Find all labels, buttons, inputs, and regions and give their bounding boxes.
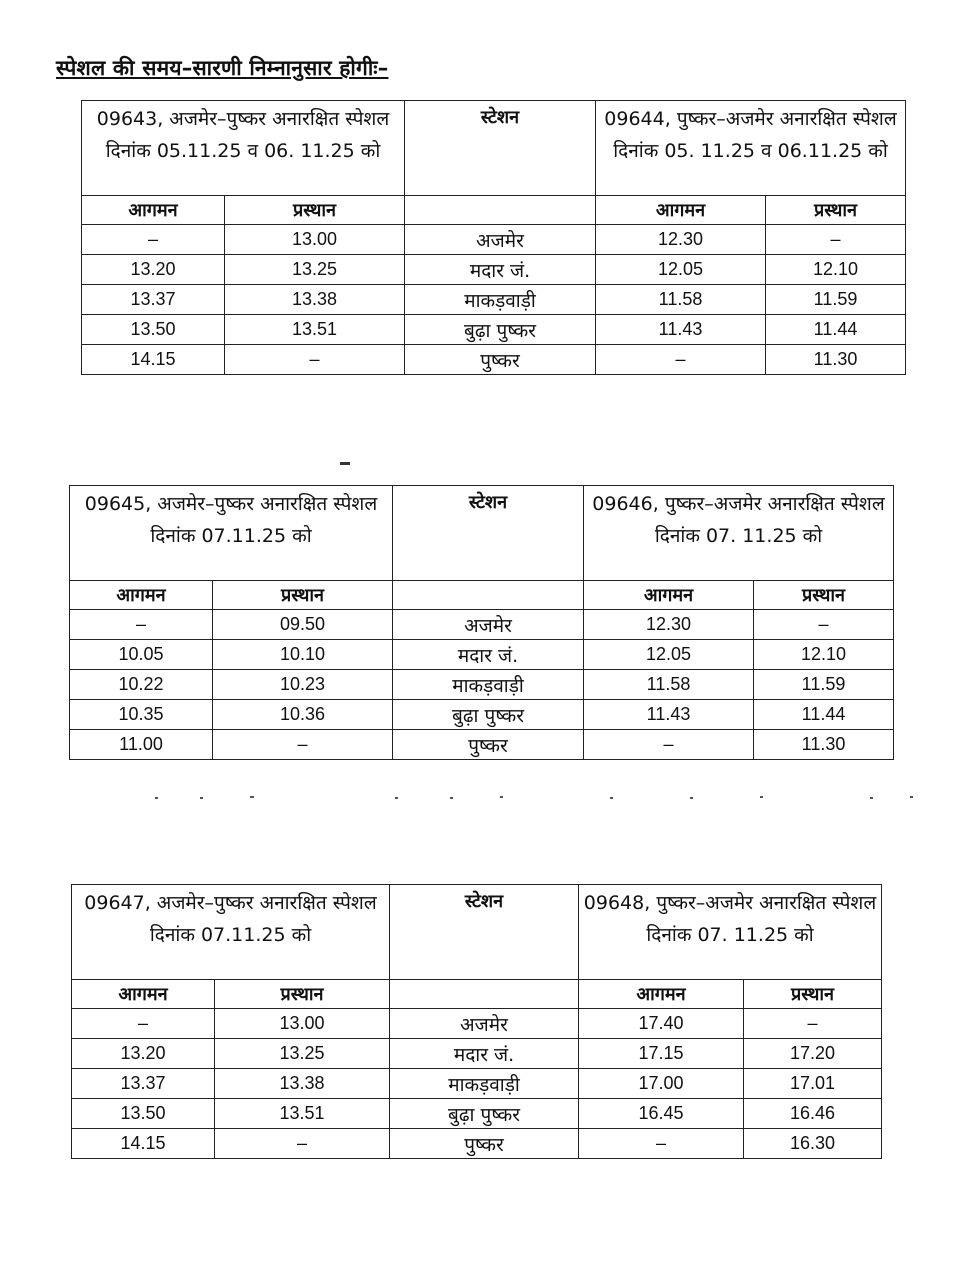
return-arrival-time: 17.40 — [579, 1009, 744, 1039]
return-departure-time: 12.10 — [766, 255, 906, 285]
return-arrival-time: 17.00 — [579, 1069, 744, 1099]
table-row — [70, 700, 894, 730]
page-heading: स्पेशल की समय–सारणी निम्नानुसार होगीः– — [56, 56, 389, 80]
return-arrival-time: 11.58 — [596, 285, 766, 315]
scan-mark — [340, 462, 350, 465]
arrival-time: – — [82, 225, 225, 255]
table-row — [72, 1039, 882, 1069]
return-departure-time: 11.59 — [754, 670, 894, 700]
departure-time: – — [213, 730, 393, 760]
departure-header: प्रस्थान — [766, 196, 906, 225]
station-header: स्टेशन — [390, 885, 579, 980]
departure-time: 13.51 — [215, 1099, 390, 1129]
timetable-3 — [71, 884, 882, 1159]
return-departure-time: 11.30 — [754, 730, 894, 760]
departure-time: 09.50 — [213, 610, 393, 640]
return-arrival-time: 12.05 — [596, 255, 766, 285]
station-name: माकड़वाड़ी — [405, 285, 596, 315]
station-name: अजमेर — [393, 610, 584, 640]
station-name: अजमेर — [390, 1009, 579, 1039]
station-header: स्टेशन — [393, 486, 584, 581]
train-09646-title: 09646, पुष्कर–अजमेर अनारक्षित स्पेशल दिनांक 07. 11.25 को — [584, 486, 894, 581]
departure-time: 13.51 — [225, 315, 405, 345]
arrival-time: 13.20 — [82, 255, 225, 285]
arrival-header: आगमन — [70, 581, 213, 610]
arrival-time: 10.22 — [70, 670, 213, 700]
departure-header: प्रस्थान — [215, 980, 390, 1009]
departure-time: – — [225, 345, 405, 375]
station-name: बुढ़ा पुष्कर — [393, 700, 584, 730]
arrival-header: आगमन — [579, 980, 744, 1009]
table-row — [82, 345, 906, 375]
table-row — [70, 610, 894, 640]
departure-header: प्रस्थान — [213, 581, 393, 610]
station-name: बुढ़ा पुष्कर — [390, 1099, 579, 1129]
station-name: माकड़वाड़ी — [390, 1069, 579, 1099]
return-arrival-time: 17.15 — [579, 1039, 744, 1069]
return-departure-time: 11.30 — [766, 345, 906, 375]
table-row — [72, 1069, 882, 1099]
return-arrival-time: 11.43 — [596, 315, 766, 345]
departure-time: 13.38 — [225, 285, 405, 315]
return-departure-time: – — [766, 225, 906, 255]
station-subheader-empty — [405, 196, 596, 225]
arrival-time: 13.37 — [72, 1069, 215, 1099]
return-arrival-time: 11.58 — [584, 670, 754, 700]
arrival-time: 13.50 — [82, 315, 225, 345]
timetable-2 — [69, 485, 894, 760]
departure-time: 10.36 — [213, 700, 393, 730]
arrival-time: 13.37 — [82, 285, 225, 315]
return-arrival-time: 11.43 — [584, 700, 754, 730]
departure-time: 10.23 — [213, 670, 393, 700]
return-departure-time: – — [744, 1009, 882, 1039]
train-09645-title: 09645, अजमेर–पुष्कर अनारक्षित स्पेशल दिनांक 07.11.25 को — [70, 486, 393, 581]
table-row — [82, 255, 906, 285]
station-subheader-empty — [393, 581, 584, 610]
arrival-header: आगमन — [82, 196, 225, 225]
return-departure-time: 12.10 — [754, 640, 894, 670]
return-arrival-time: – — [596, 345, 766, 375]
station-name: बुढ़ा पुष्कर — [405, 315, 596, 345]
return-arrival-time: – — [579, 1129, 744, 1159]
table-row — [82, 285, 906, 315]
arrival-header: आगमन — [584, 581, 754, 610]
station-name: माकड़वाड़ी — [393, 670, 584, 700]
departure-time: 13.25 — [225, 255, 405, 285]
table-row — [70, 730, 894, 760]
table-row — [72, 1009, 882, 1039]
table-row — [82, 225, 906, 255]
station-name: पुष्कर — [393, 730, 584, 760]
return-departure-time: 11.44 — [766, 315, 906, 345]
table-row — [70, 640, 894, 670]
departure-time: 13.00 — [215, 1009, 390, 1039]
arrival-time: 13.20 — [72, 1039, 215, 1069]
departure-header: प्रस्थान — [225, 196, 405, 225]
station-name: पुष्कर — [405, 345, 596, 375]
arrival-time: 14.15 — [72, 1129, 215, 1159]
table-row — [72, 1129, 882, 1159]
return-arrival-time: 16.45 — [579, 1099, 744, 1129]
train-09643-title: 09643, अजमेर–पुष्कर अनारक्षित स्पेशल दिनांक 05.11.25 व 06. 11.25 को — [82, 101, 405, 196]
timetable-1 — [81, 100, 906, 375]
return-departure-time: 16.46 — [744, 1099, 882, 1129]
arrival-time: 11.00 — [70, 730, 213, 760]
station-name: मदार जं. — [393, 640, 584, 670]
train-09644-title: 09644, पुष्कर–अजमेर अनारक्षित स्पेशल दिनांक 05. 11.25 व 06.11.25 को — [596, 101, 906, 196]
departure-header: प्रस्थान — [754, 581, 894, 610]
departure-time: 10.10 — [213, 640, 393, 670]
departure-time: 13.00 — [225, 225, 405, 255]
return-departure-time: 16.30 — [744, 1129, 882, 1159]
return-departure-time: 11.59 — [766, 285, 906, 315]
arrival-time: 13.50 — [72, 1099, 215, 1129]
return-arrival-time: – — [584, 730, 754, 760]
station-name: मदार जं. — [390, 1039, 579, 1069]
return-arrival-time: 12.30 — [584, 610, 754, 640]
station-name: पुष्कर — [390, 1129, 579, 1159]
table-row — [70, 670, 894, 700]
table-row — [72, 1099, 882, 1129]
arrival-header: आगमन — [72, 980, 215, 1009]
return-departure-time: 17.20 — [744, 1039, 882, 1069]
return-departure-time: – — [754, 610, 894, 640]
departure-time: – — [215, 1129, 390, 1159]
arrival-time: 14.15 — [82, 345, 225, 375]
station-name: मदार जं. — [405, 255, 596, 285]
train-09647-title: 09647, अजमेर–पुष्कर अनारक्षित स्पेशल दिनांक 07.11.25 को — [72, 885, 390, 980]
arrival-time: – — [70, 610, 213, 640]
return-arrival-time: 12.30 — [596, 225, 766, 255]
departure-header: प्रस्थान — [744, 980, 882, 1009]
table-row — [82, 315, 906, 345]
arrival-time: 10.35 — [70, 700, 213, 730]
scan-artifact-dots — [150, 795, 920, 801]
train-09648-title: 09648, पुष्कर–अजमेर अनारक्षित स्पेशल दिनांक 07. 11.25 को — [579, 885, 882, 980]
departure-time: 13.25 — [215, 1039, 390, 1069]
arrival-time: 10.05 — [70, 640, 213, 670]
return-arrival-time: 12.05 — [584, 640, 754, 670]
station-header: स्टेशन — [405, 101, 596, 196]
departure-time: 13.38 — [215, 1069, 390, 1099]
station-subheader-empty — [390, 980, 579, 1009]
arrival-header: आगमन — [596, 196, 766, 225]
arrival-time: – — [72, 1009, 215, 1039]
station-name: अजमेर — [405, 225, 596, 255]
return-departure-time: 11.44 — [754, 700, 894, 730]
return-departure-time: 17.01 — [744, 1069, 882, 1099]
